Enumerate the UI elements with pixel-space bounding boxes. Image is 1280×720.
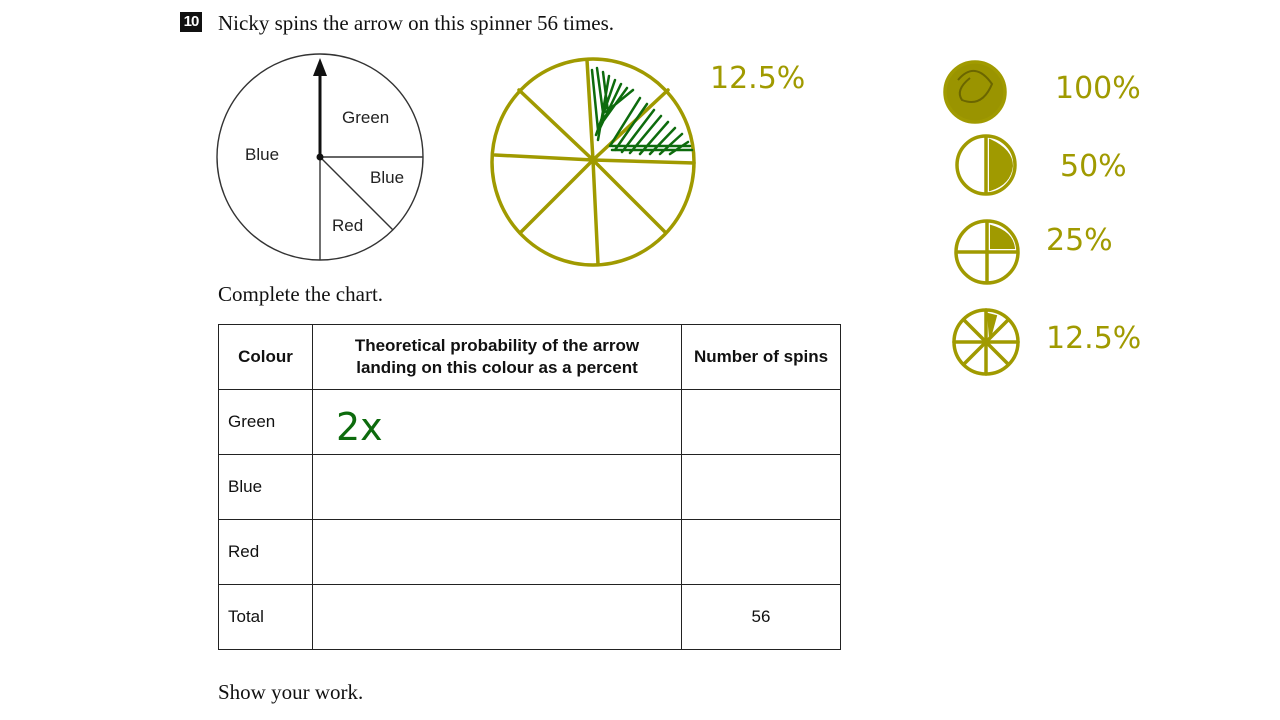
green-spins-cell[interactable] [682,390,841,455]
fraction-label-12-5: 12.5% [1046,321,1142,356]
question-number: 10 [180,12,202,32]
row-colour-green: Green [219,390,313,455]
fraction-circle-whole [945,62,1005,122]
spinner-label-red: Red [332,216,364,235]
green-cell-note: 2x [336,405,383,449]
row-colour-blue: Blue [219,455,313,520]
total-probability-cell[interactable] [313,585,682,650]
spinner-label-green: Green [342,108,390,127]
instruction-text: Complete the chart. [218,282,384,306]
blue-probability-cell[interactable] [313,455,682,520]
spinner-label-blue-right: Blue [370,168,405,187]
green-probability-cell[interactable] [313,390,682,455]
header-probability-line1: Theoretical probability of the arrow [354,336,640,355]
fraction-circle-eighth [954,310,1018,374]
header-probability [313,325,682,390]
header-colour: Colour [219,325,313,390]
table-row [219,390,841,455]
blue-spins-cell[interactable] [682,455,841,520]
fraction-label-25: 25% [1046,223,1113,258]
fraction-label-50: 50% [1060,149,1127,184]
table-row [219,455,841,520]
eighth-pie-label: 12.5% [710,61,806,96]
row-colour-red: Red [219,520,313,585]
header-probability-line2: landing on this colour as a percent [356,358,638,377]
question-text: Nicky spins the arrow on this spinner 56 times. [218,11,615,35]
fraction-circle-quarter [956,221,1018,283]
total-spins-cell: 56 [682,585,841,650]
table-row [219,520,841,585]
probability-chart [218,324,841,650]
header-spins: Number of spins [682,325,841,390]
red-probability-cell[interactable] [313,520,682,585]
red-spins-cell[interactable] [682,520,841,585]
fraction-label-100: 100% [1055,71,1141,106]
row-total: Total [219,585,313,650]
header-row [219,325,841,390]
show-work-text: Show your work. [218,680,364,704]
spinner-label-blue-left: Blue [245,145,280,164]
green-shading [592,68,692,154]
fraction-circle-half [957,136,1015,194]
table-row [219,585,841,650]
